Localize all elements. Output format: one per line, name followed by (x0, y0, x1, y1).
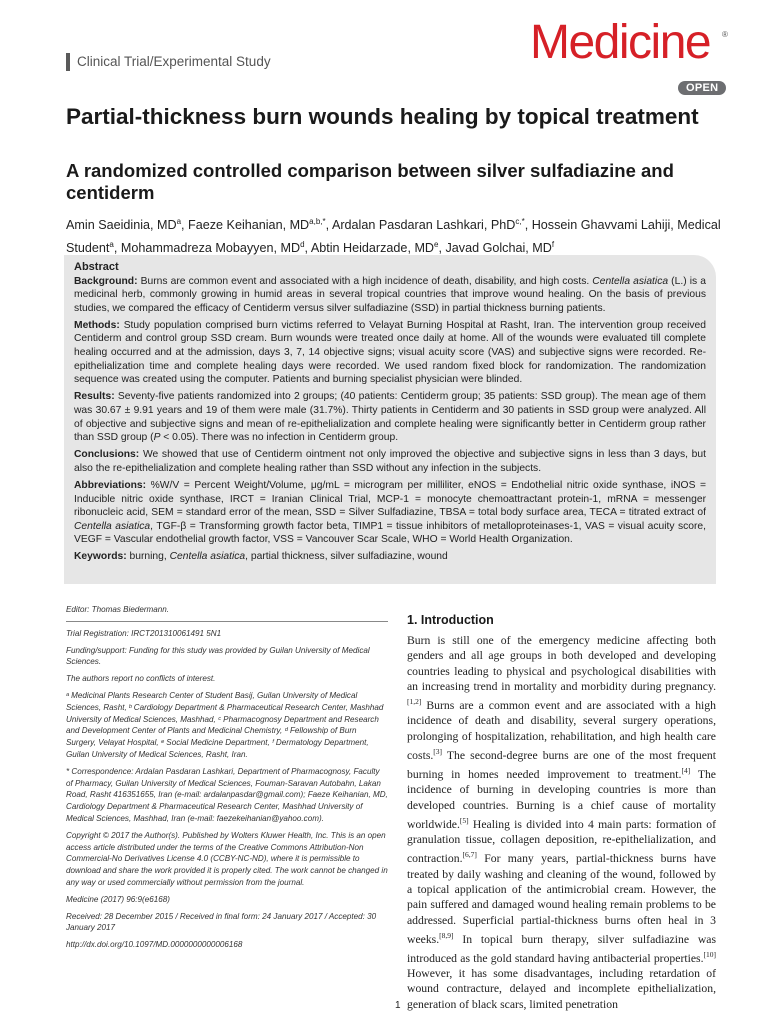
author-name[interactable]: Javad Golchai, MD (445, 241, 552, 256)
background-label: Background: (74, 275, 138, 287)
article-type-tag: Clinical Trial/Experimental Study (66, 53, 271, 71)
intro-text: The second-degree burns are one of the most frequent burning in homes needed improvement to treatment. (407, 748, 716, 782)
author-affiliation-marker: f (551, 240, 555, 250)
introduction-heading: 1. Introduction (407, 613, 494, 627)
abbreviations-text: %W/V = Percent Weight/Volume, μg/mL = microgram per milliliter, eNOS = Endothelial nitric oxide synthase, iNOS = Inducible nitric oxide synthase, IRCT = Iranian Clinical Trial, MCP-1 = monocyte chemoattractant protein-1, mRNA = messenger ribonucleic acid, SEM = standard error of the mean, SSD = Silver Sulfadiazine, TBSA = total body surface area, TECA = titrated extract of (74, 479, 706, 519)
author-affiliation-marker: a (109, 240, 114, 250)
journal-logo[interactable]: Medicine (530, 16, 711, 69)
keywords-label: Keywords: (74, 551, 127, 563)
abstract-methods (74, 319, 706, 387)
methods-text: Study population comprised burn victims referred to Velayat Burning Hospital at Rasht, Iran. The intervention group received Centiderm and control group SSD cream. Burn wounds were treated once daily at home. All of the wounds were evaluated till complete healing occurred and at the admission, days 3, 7, 14 objective signs; visual acuity score (VAS) and subjective signs were recorded. Re-epithelialization time and complete healing days were recorded. We used random fixed block for randomization. The randomization sequence was created using the computer. Patients and burning specialist physician were blinded. (74, 319, 706, 386)
citation-ref[interactable]: [3] (433, 746, 443, 756)
introduction-body (407, 633, 716, 1012)
citation-ref[interactable]: [10] (703, 949, 716, 959)
author-affiliation-marker: a (176, 217, 182, 226)
intro-text: Burns are a common event and are associated with a high incidence of death and disability, several surgery operations, prolonging of hospitalization, rehabilitation, and high health care costs. (407, 699, 716, 762)
citation-ref[interactable]: [6,7] (462, 850, 477, 860)
abstract-results (74, 390, 706, 444)
background-text-cont: (L.) is a medicinal herb, commonly growing in humid areas in several tropical countries that improve wound healing. On the basis of previous studies, we compared the efficacy of Centiderm versus silver sulfadiazine (SSD) in partial thickness burning patients. (74, 275, 706, 314)
citation-ref[interactable]: [1,2] (407, 697, 422, 707)
author-name[interactable]: Ardalan Pasdaran Lashkari, PhD (331, 218, 516, 233)
abstract-keywords (74, 550, 706, 564)
citation-ref[interactable]: [4] (681, 766, 691, 776)
abstract-conclusions (74, 448, 706, 475)
author-affiliation-marker: e (434, 240, 439, 250)
abstract-heading: Abstract (74, 261, 119, 273)
keywords-text: burning, (126, 551, 170, 563)
funding-note: Funding/support: Funding for this study was provided by Guilan University of Medical Sciences. (66, 645, 370, 667)
conclusions-text: We showed that use of Centiderm ointment not only improved the objective and subjective signs in less than 3 days, but also the re-epithelialization and complete healing rather than SSD without any infection in the subjects. (74, 449, 706, 474)
intro-text: Burn is still one of the emergency medicine affecting both genders and all age groups in both developed and developing countries leading to physical and psychological disabilities with an increasing trend in mortality and morbidity during pregnancy. (407, 634, 716, 693)
correspondence: * Correspondence: Ardalan Pasdaran Lashkari, Department of Pharmacognosy, Faculty of Pharmacy, Guilan University of Medical Sciences, Fouman-Saravan Autobahn, Lakan Road, Rasht 416351655, Iran (e-mail: ardalanpasdar@gmail.com); Faeze Keihanian, MD, Cardiology Department & Pharmaceutical Research Center, Mashhad University of Medical Sciences, Mashhad, Iran (e-mail: faezekeihanian@yahoo.com). (66, 766, 388, 823)
keywords-species: Centella asiatica (169, 551, 246, 563)
conclusions-label: Conclusions: (74, 449, 140, 461)
registered-mark: ® (722, 30, 728, 39)
background-species: Centella asiatica (592, 275, 669, 287)
results-text-cont: < 0.05). There was no infection in Centiderm group. (160, 432, 399, 444)
author-affiliation-marker: c,* (515, 217, 525, 226)
author-name[interactable]: Abtin Heidarzade, MD (310, 241, 435, 256)
article-subtitle: A randomized controlled comparison between silver sulfadiazine and centiderm (66, 160, 674, 203)
author-name[interactable]: Faeze Keihanian, MD (188, 218, 310, 233)
methods-label: Methods: (74, 319, 120, 331)
citation-ref[interactable]: [8,9] (439, 930, 454, 940)
open-access-badge: OPEN (678, 81, 726, 95)
abbreviations-label: Abbreviations: (74, 479, 147, 491)
intro-text: The incidence of burning in developing countries is more than developed countries. Burning is a chief cause of mortality worldwide. (407, 768, 716, 831)
front-matter-divider (66, 621, 388, 622)
editor-line: Editor: Thomas Biedermann. (66, 605, 170, 614)
citation-ref[interactable]: [5] (459, 815, 469, 825)
affiliations: ᵃ Medicinal Plants Research Center of Student Basij, Guilan University of Medical Sciences, Rasht, ᵇ Cardiology Department & Pharmaceutical Research Center, Mashhad University of Medical Sciences, Mashhad, ᶜ Pharmacognosy Department and Research and Development Center of Plants and Medicinal Chemistry, ᵈ Fellowship of Burn Surgery, Velayat Hospital, ᵉ Social Medicine Department, ᶠ Dermatology Department, Guilan University of Medical Sciences, Rasht, Iran. (66, 690, 384, 759)
results-label: Results: (74, 391, 115, 403)
results-text: Seventy-five patients randomized into 2 groups; (40 patients: Centiderm group; 35 patients: SSD group). The mean age of them was 30.67 ± 9.91 years and 19 of them were male (31.7%). Thirty patients in Centiderm and 30 patients in SSD group were analyzed. All of objective and subjective signs and mean of re-epithelialization and complete healing were significantly better in Centiderm group rather than SSD group ( (74, 391, 706, 444)
trial-registration: Trial Registration: IRCT201310061491 5N1 (66, 628, 222, 638)
author-affiliation-marker: a,b,* (309, 217, 326, 226)
citation-line: Medicine (2017) 96:9(e6168) (66, 894, 170, 904)
intro-text: However, it has some disadvantages, including retardation of wound contracture, delayed and incomplete epithelialization, generation of black scars, limited penetration (407, 967, 716, 1011)
author-affiliation-marker: d (300, 240, 305, 250)
dates-line: Received: 28 December 2015 / Received in final form: 24 January 2017 / Accepted: 30 January 2017 (66, 911, 377, 933)
abstract-abbreviations (74, 479, 706, 547)
front-matter-column (66, 604, 388, 956)
article-title: Partial-thickness burn wounds healing by topical treatment (66, 104, 699, 129)
intro-text: For many years, partial-thickness burns have treated by daily washing and cleaning of the wound, followed by a topical application of the antimicrobial cream. However, the pain suffered and damaged wound healing remain problems to be addressed. Superficial partial-thickness burns often heal in 3 weeks. (407, 852, 716, 946)
intro-text: Healing is divided into 4 main parts: formation of granulation tissue, collagen deposition, re-epithelialization, and contraction. (407, 817, 716, 866)
copyright-note: Copyright © 2017 the Author(s). Published by Wolters Kluwer Health, Inc. This is an open access article distributed under the terms of the Creative Commons Attribution-Non Commercial-No Derivatives License 4.0 (CCBY-NC-ND), where it is permissible to download and share the work provided it is properly cited. The work cannot be changed in any way or used commercially without permission from the journal. (66, 830, 388, 887)
keywords-text-cont: , partial thickness, silver sulfadiazine, wound (245, 551, 448, 563)
abstract-background (74, 275, 706, 316)
results-p-symbol: P (153, 432, 161, 444)
author-name[interactable]: Mohammadreza Mobayyen, MD (120, 241, 301, 256)
author-list: Amin Saeidinia, $MD^a$, Faeze Keihanian, $MD^{a,b,*}$, Ardalan Pasdaran Lashkari, PhD$^{c,*}$, Hossein Ghavvami Lahiji, Medical Student$^a$, Mohammadreza Mobayyen, $MD^d$, Abtin Heidarzade, MDe, Javad Golchai, $MD^f$ (66, 217, 721, 256)
intro-text: In topical burn therapy, silver sulfadiazine was introduced as the gold standard having antibacterial properties. (407, 932, 716, 965)
abbreviations-species: Centella asiatica (74, 520, 151, 532)
background-text: Burns are common event and associated with a high incidence of death, disability, and high costs. (137, 275, 593, 287)
abstract-box (64, 255, 716, 584)
doi-link[interactable]: http://dx.doi.org/10.1097/MD.0000000000006168 (66, 940, 243, 950)
author-name[interactable]: Hossein Ghavvami Lahiji, Medical Student (66, 218, 721, 256)
conflicts-note: The authors report no conflicts of interest. (66, 674, 216, 684)
page-number: 1 (395, 1000, 401, 1011)
abbreviations-text-cont: , TGF-β = Transforming growth factor beta, TIMP1 = tissue inhibitors of metalloproteinases-1, VAS = visual acuity score, VEGF = Vascular endothelial growth factor, VSS = Vancouver Scar Scale, WHO = World Health Organization. (74, 520, 706, 546)
author-name[interactable]: Amin Saeidinia, MD (66, 218, 177, 233)
